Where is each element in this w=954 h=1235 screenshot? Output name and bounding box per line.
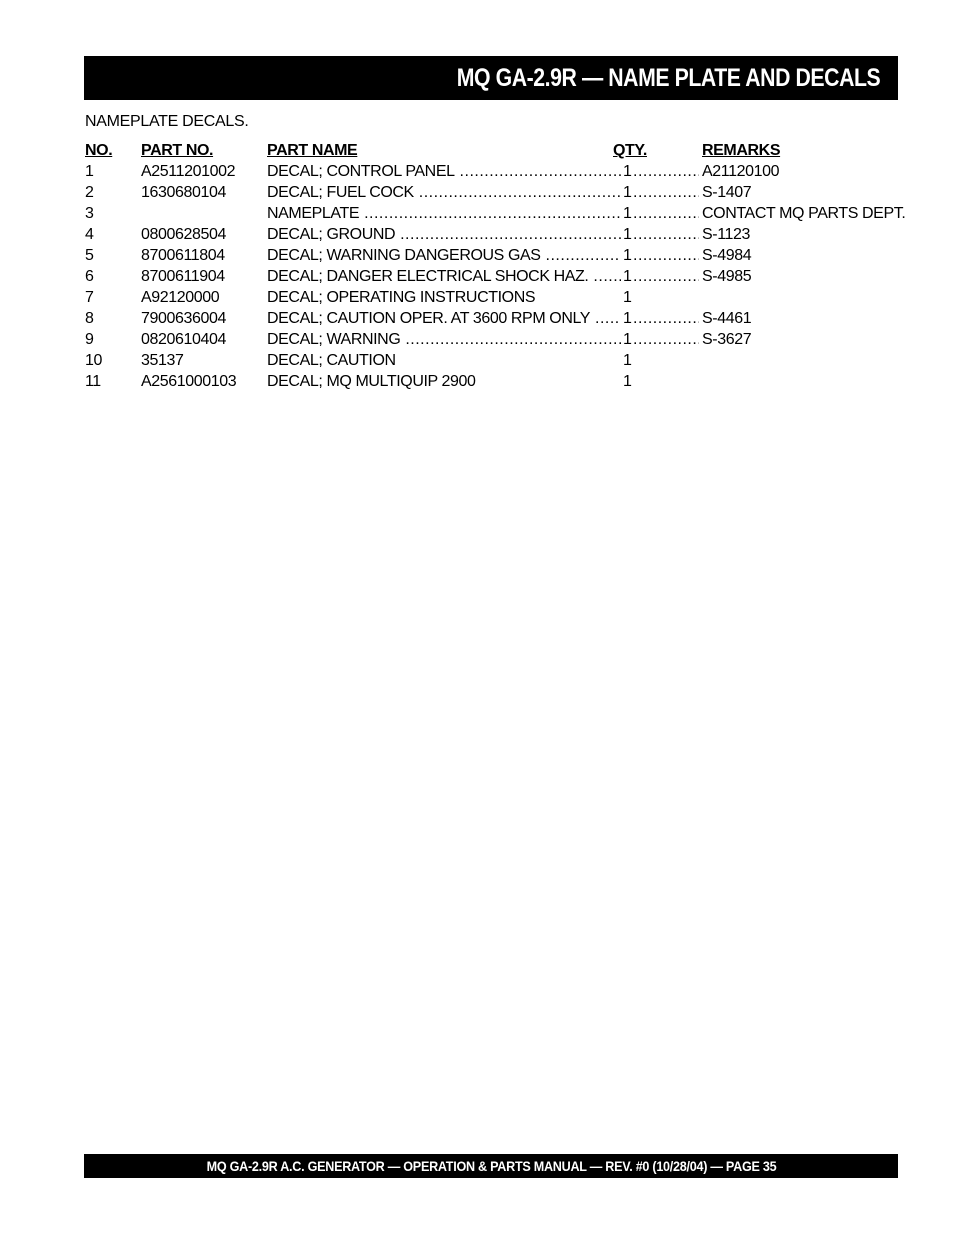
header-part-name: PART NAME <box>267 142 358 159</box>
row-part-no: A92120000 <box>141 289 220 306</box>
row-part-no: 1630680104 <box>141 184 226 201</box>
row-qty: 1 <box>623 352 632 369</box>
section-label: NAMEPLATE DECALS. <box>85 113 249 130</box>
header-qty: QTY. <box>613 142 647 159</box>
row-qty: 1 <box>623 226 632 243</box>
header-no: NO. <box>85 142 113 159</box>
row-remarks: CONTACT MQ PARTS DEPT. <box>702 205 906 222</box>
table-header <box>85 140 915 161</box>
row-qty: 1 <box>623 268 632 285</box>
table-row <box>85 287 915 308</box>
row-no: 2 <box>85 184 94 201</box>
header-part-no: PART NO. <box>141 142 214 159</box>
row-remarks-dots <box>633 245 699 266</box>
row-remarks: A21120100 <box>702 163 780 180</box>
row-remarks-dots <box>633 182 699 203</box>
row-no: 6 <box>85 268 94 285</box>
row-qty: 1 <box>623 184 632 201</box>
table-row <box>85 245 915 266</box>
row-remarks-dots <box>633 266 699 287</box>
row-remarks: S-4984 <box>702 247 752 264</box>
row-remarks: S-1407 <box>702 184 752 201</box>
row-part-name: DECAL; FUEL COCK ..... <box>267 182 621 203</box>
table-row <box>85 203 915 224</box>
row-qty: 1 <box>623 205 632 222</box>
row-remarks: S-1123 <box>702 226 751 243</box>
row-part-name: DECAL; MQ MULTIQUIP 2900 <box>267 373 476 390</box>
table-row <box>85 182 915 203</box>
table-body <box>85 161 915 392</box>
row-part-name: DECAL; WARNING DANGEROUS GAS ..... <box>267 245 621 266</box>
row-no: 7 <box>85 289 94 306</box>
row-part-name: DECAL; OPERATING INSTRUCTIONS <box>267 289 536 306</box>
row-remarks-dots <box>633 308 699 329</box>
row-no: 4 <box>85 226 94 243</box>
row-remarks-dots <box>633 203 699 224</box>
row-no: 3 <box>85 205 94 222</box>
row-no: 5 <box>85 247 94 264</box>
page-title: MQ GA-2.9R — NAME PLATE AND DECALS <box>456 63 880 92</box>
row-part-no: 0820610404 <box>141 331 226 348</box>
row-qty: 1 <box>623 331 632 348</box>
row-part-no: 35137 <box>141 352 184 369</box>
row-remarks-dots <box>633 161 699 182</box>
table-row <box>85 266 915 287</box>
row-qty: 1 <box>623 310 632 327</box>
row-part-name: NAMEPLATE ..... <box>267 203 621 224</box>
table-row <box>85 371 915 392</box>
row-qty: 1 <box>623 163 632 180</box>
row-no: 1 <box>85 163 94 180</box>
row-no: 10 <box>85 352 102 369</box>
row-part-no: 0800628504 <box>141 226 226 243</box>
row-part-no: A2561000103 <box>141 373 237 390</box>
footer-bar <box>84 1154 898 1178</box>
table-row <box>85 224 915 245</box>
row-part-no: 8700611904 <box>141 268 225 285</box>
table-row <box>85 308 915 329</box>
row-part-name: DECAL; CONTROL PANEL ..... <box>267 161 621 182</box>
row-no: 8 <box>85 310 94 327</box>
table-row <box>85 350 915 371</box>
row-qty: 1 <box>623 289 632 306</box>
header-remarks: REMARKS <box>702 142 781 159</box>
parts-table <box>85 140 915 392</box>
row-part-no: A2511201002 <box>141 163 236 180</box>
table-row <box>85 329 915 350</box>
row-qty: 1 <box>623 247 632 264</box>
page-title-bar <box>84 56 898 100</box>
row-qty: 1 <box>623 373 632 390</box>
row-part-name: DECAL; CAUTION <box>267 352 396 369</box>
row-part-name: DECAL; DANGER ELECTRICAL SHOCK HAZ. ..... <box>267 266 621 287</box>
row-remarks: S-4985 <box>702 268 752 285</box>
footer-text: MQ GA-2.9R A.C. GENERATOR — OPERATION & PARTS MANUAL — REV. #0 (10/28/04) — PAGE 35 <box>206 1158 776 1174</box>
row-remarks: S-4461 <box>702 310 752 327</box>
row-remarks-dots <box>633 329 699 350</box>
row-remarks: S-3627 <box>702 331 752 348</box>
row-no: 9 <box>85 331 94 348</box>
row-no: 11 <box>85 373 101 390</box>
row-part-no: 7900636004 <box>141 310 226 327</box>
row-part-name: DECAL; WARNING ..... <box>267 329 621 350</box>
table-row <box>85 161 915 182</box>
row-part-name: DECAL; GROUND ..... <box>267 224 621 245</box>
row-remarks-dots <box>633 224 699 245</box>
row-part-no: 8700611804 <box>141 247 225 264</box>
row-part-name: DECAL; CAUTION OPER. AT 3600 RPM ONLY ..... <box>267 308 621 329</box>
